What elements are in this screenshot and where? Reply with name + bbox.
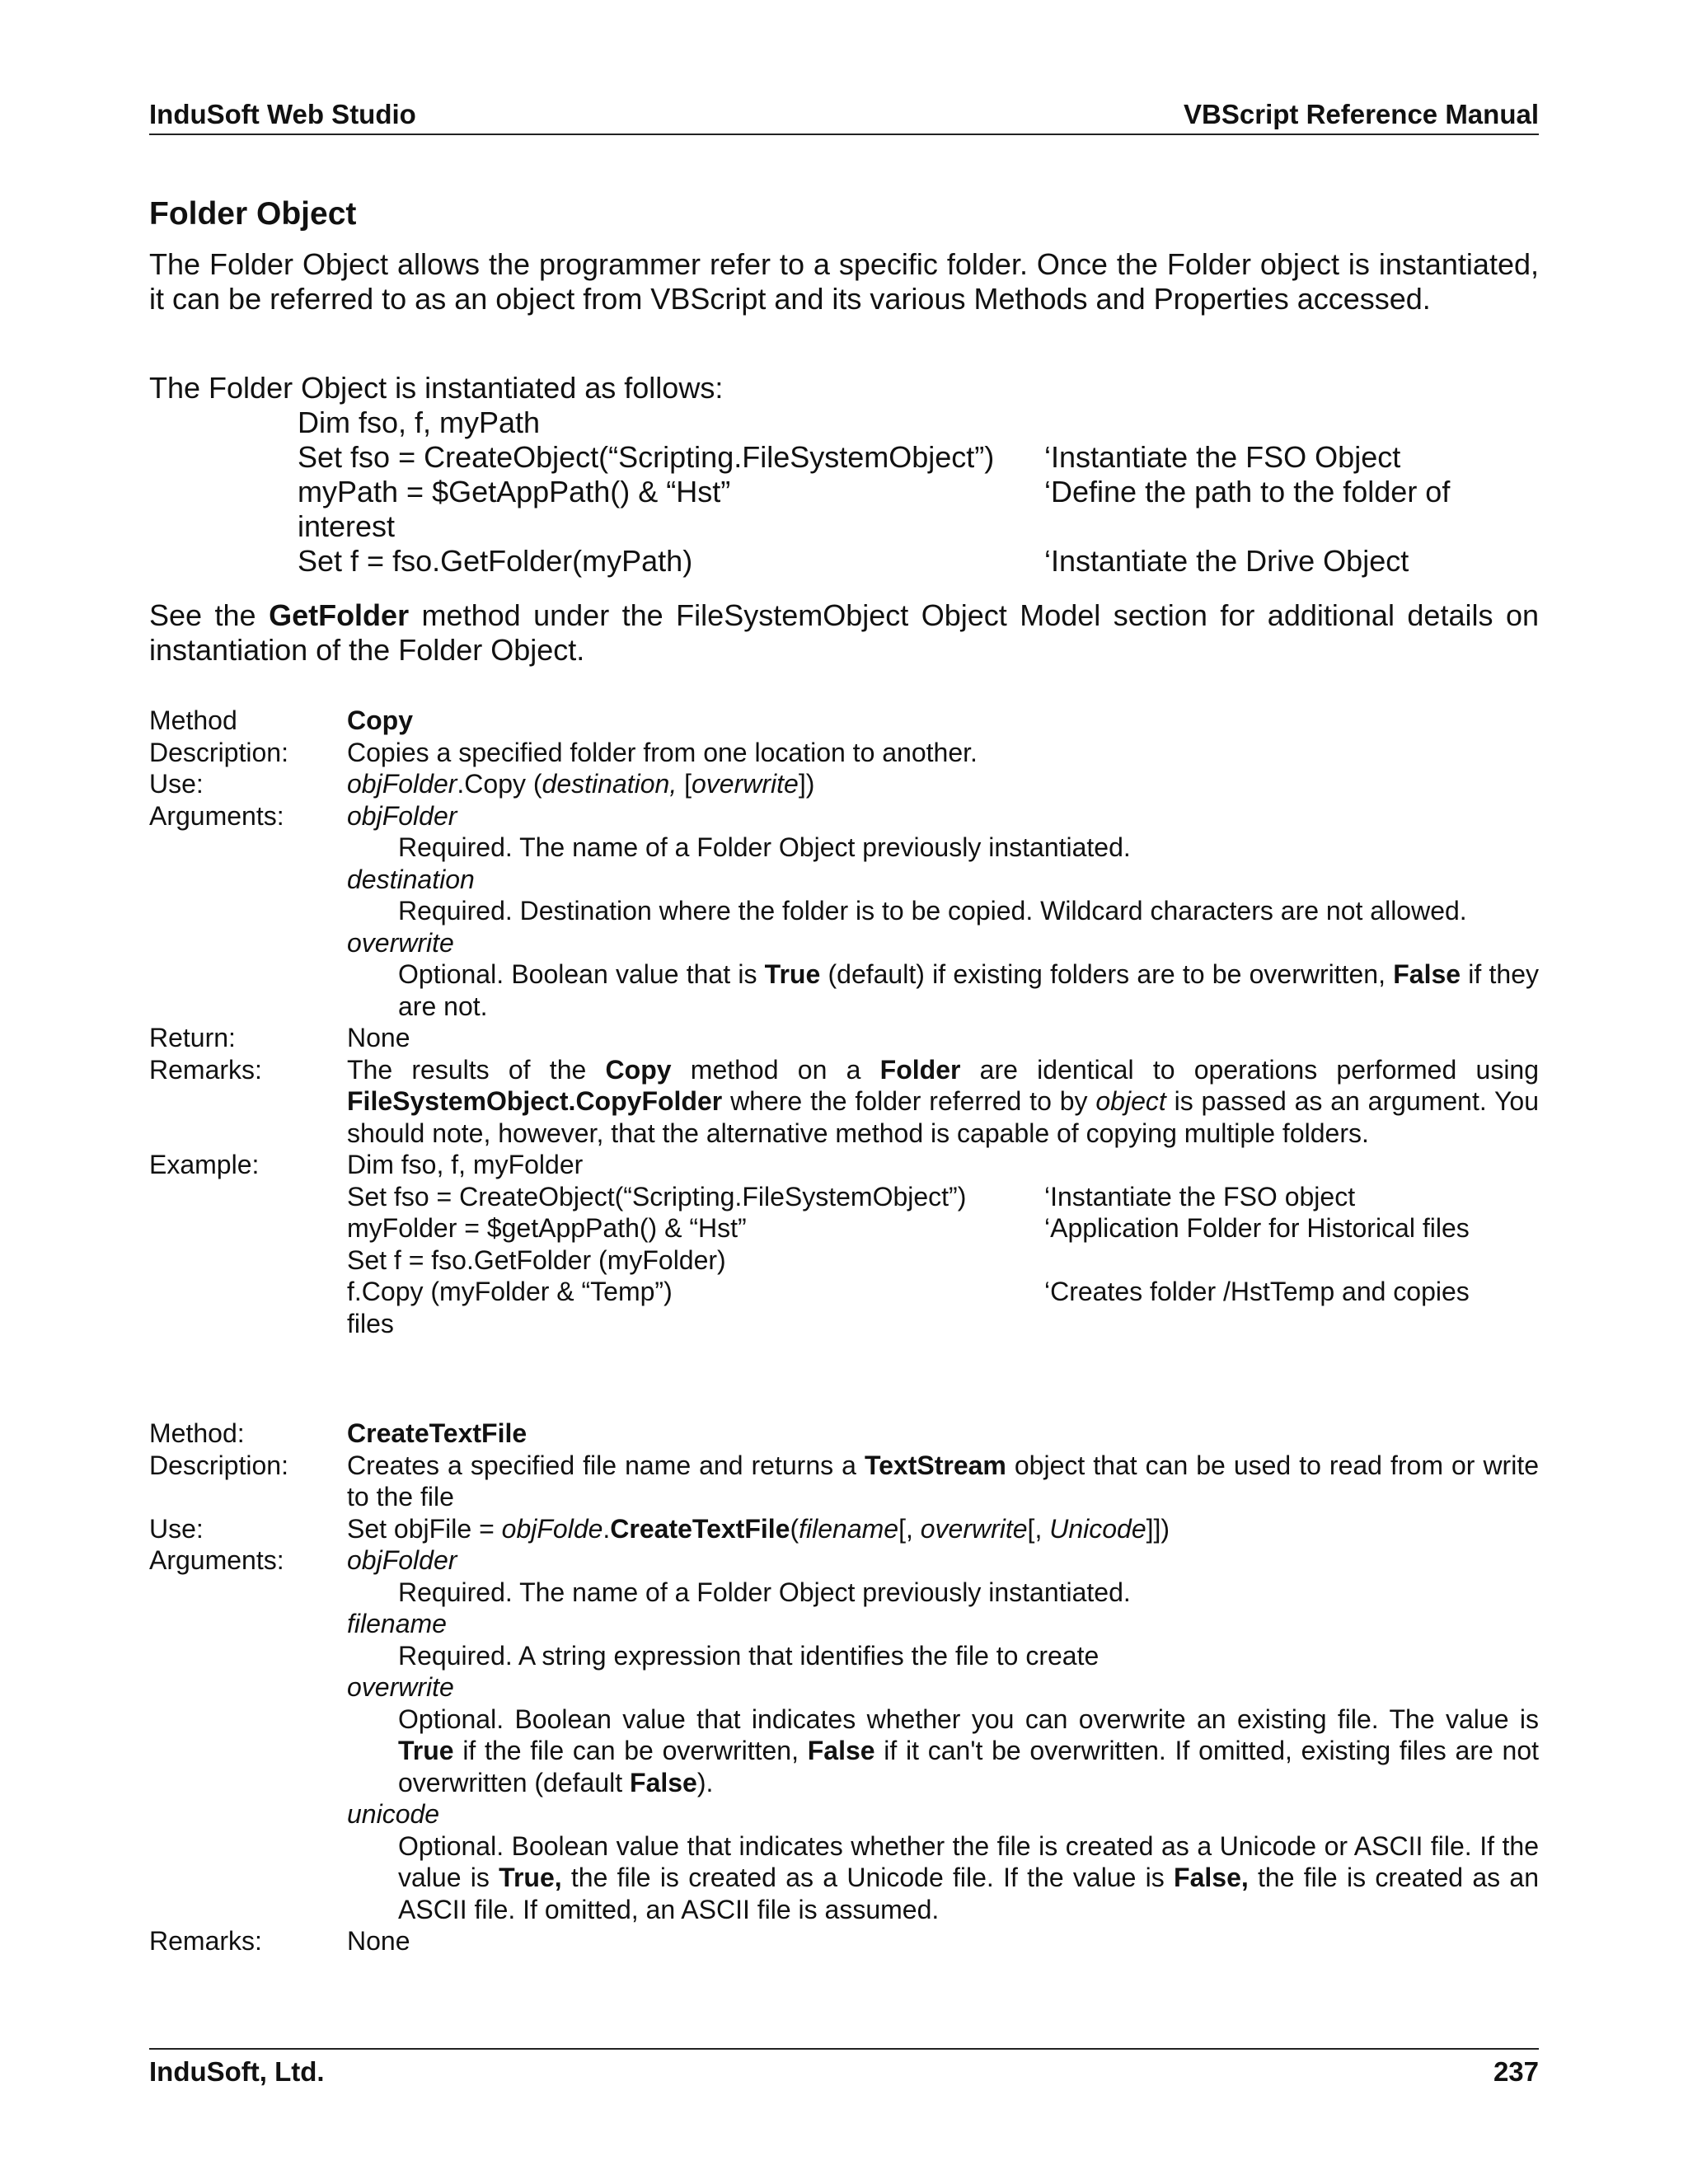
method-label: Method: [149, 705, 237, 735]
example-line: myFolder = $getAppPath() & “Hst”: [347, 1213, 747, 1243]
intro-paragraph: The Folder Object allows the programmer refer to a specific folder. Once the Folder object is instantiated, it can be referred to as an object from VBScript and its various Methods and Properties accessed.: [149, 247, 1539, 316]
argument-description: Required. A string expression that identifies the file to create: [398, 1640, 1100, 1671]
return-label: Return:: [149, 1023, 236, 1052]
see-text: See the: [149, 598, 270, 632]
argument-name: filename: [347, 1609, 447, 1638]
method-createtextfile-section: [149, 1418, 1539, 1957]
example-line: Dim fso, f, myFolder: [347, 1150, 584, 1179]
code-comment: ‘Define the path to the folder of: [1044, 475, 1451, 509]
argument-name: overwrite: [347, 927, 454, 958]
return-value: None: [347, 1023, 410, 1052]
example-comment: ‘Instantiate the FSO object: [1044, 1181, 1356, 1212]
argument-description: Required. Destination where the folder is to be copied. Wildcard characters are not allowed.: [398, 896, 1467, 926]
code-line: Dim fso, f, myPath: [298, 405, 541, 439]
code-line: Set f = fso.GetFolder(myPath): [298, 544, 693, 578]
example-line: files: [347, 1308, 394, 1338]
see-text: method under the FileSystemObject Object Model section for additional details on instantiation of the Folder Object.: [149, 598, 1539, 667]
page-footer: [149, 2048, 1539, 2087]
section-title: Folder Object: [149, 196, 357, 232]
code-line: interest: [298, 509, 396, 543]
use-label: Use:: [149, 769, 204, 799]
document-page: [149, 0, 1539, 2184]
see-also-paragraph: [149, 598, 1539, 668]
argument-name: overwrite: [347, 1672, 454, 1702]
method-syntax: Set objFile = objFolde.CreateTextFile(filename[, overwrite[, Unicode]]): [347, 1513, 1170, 1544]
code-comment: ‘Instantiate the FSO Object: [1044, 440, 1401, 474]
argument-name: destination: [347, 864, 475, 894]
code-line: myPath = $GetAppPath() & “Hst”: [298, 475, 731, 509]
method-syntax: objFolder.Copy (destination, [overwrite]): [347, 769, 815, 799]
example-comment: ‘Creates folder /HstTemp and copies: [1044, 1277, 1470, 1306]
method-label: Method:: [149, 1418, 245, 1448]
argument-description: Required. The name of a Folder Object previously instantiated.: [398, 832, 1131, 862]
arguments-label: Arguments:: [149, 800, 284, 831]
header-right: VBScript Reference Manual: [1184, 99, 1539, 129]
header-left: InduSoft Web Studio: [149, 99, 416, 129]
method-name: CreateTextFile: [347, 1418, 528, 1448]
remarks-label: Remarks:: [149, 1926, 262, 1956]
remarks-label: Remarks:: [149, 1054, 262, 1085]
footer-left: InduSoft, Ltd.: [149, 2056, 325, 2087]
argument-description: Optional. Boolean value that indicates whether the file is created as a Unicode or ASCII file. If the value is True, the file is created as a Unicode file. If the value is False, the file is created as an ASCII file. If omitted, an ASCII file is assumed.: [398, 1830, 1540, 1924]
method-description: Creates a specified file name and returns a TextStream object that can be used to read from or write to the file: [347, 1450, 1540, 1511]
use-label: Use:: [149, 1513, 204, 1544]
method-name: Copy: [347, 705, 413, 735]
example-comment: ‘Application Folder for Historical files: [1044, 1213, 1470, 1243]
arguments-label: Arguments:: [149, 1545, 284, 1575]
remarks-text: The results of the Copy method on a Folder are identical to operations performed using FileSystemObject.CopyFolder where the folder referred to by object is passed as an argument. You should note, however, that the alternative method is capable of copying multiple folders.: [347, 1054, 1540, 1148]
description-label: Description:: [149, 737, 288, 767]
code-comment: ‘Instantiate the Drive Object: [1044, 544, 1409, 578]
argument-name: objFolder: [347, 1545, 457, 1575]
argument-name: unicode: [347, 1799, 440, 1829]
page-number: 237: [1493, 2056, 1539, 2087]
example-label: Example:: [149, 1150, 260, 1179]
instantiation-intro: The Folder Object is instantiated as follows:: [149, 371, 724, 405]
code-line: Set fso = CreateObject(“Scripting.FileSystemObject”): [298, 440, 995, 474]
example-line: Set f = fso.GetFolder (myFolder): [347, 1244, 726, 1275]
argument-description: Required. The name of a Folder Object previously instantiated.: [398, 1577, 1131, 1607]
example-line: Set fso = CreateObject(“Scripting.FileSystemObject”): [347, 1181, 967, 1212]
description-label: Description:: [149, 1450, 288, 1480]
argument-description: Optional. Boolean value that indicates whether you can overwrite an existing file. The value is True if the file can be overwritten, False if it can't be overwritten. If omitted, existing files are not overwritten (default False).: [398, 1704, 1540, 1797]
method-copy-section: [149, 705, 1539, 1339]
remarks-text: None: [347, 1926, 410, 1956]
example-line: f.Copy (myFolder & “Temp”): [347, 1277, 673, 1306]
argument-description: Optional. Boolean value that is True (default) if existing folders are to be overwritten, False if they are not.: [398, 959, 1539, 1021]
method-description: Copies a specified folder from one location to another.: [347, 737, 978, 767]
argument-name: objFolder: [347, 800, 457, 831]
page-header: [149, 97, 1539, 135]
getfolder-ref: GetFolder: [269, 598, 410, 632]
